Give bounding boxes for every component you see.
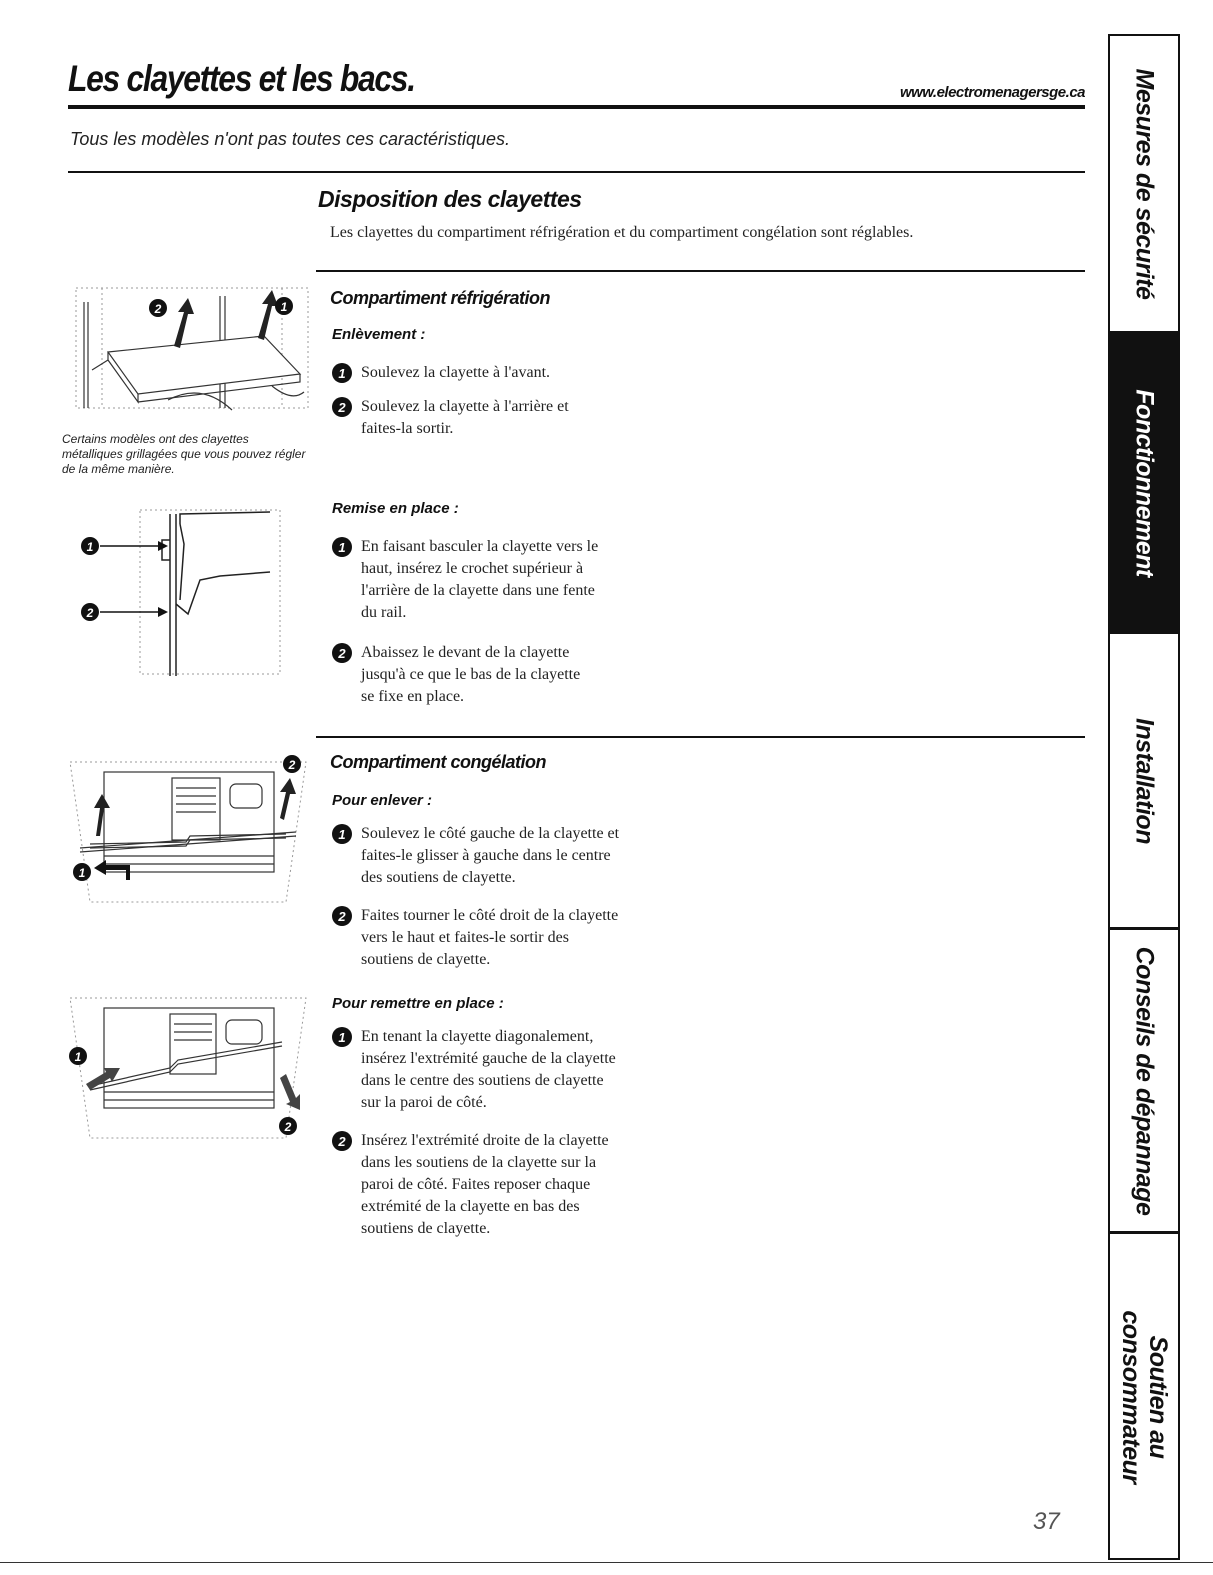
section-tabs-sidebar [1108,34,1180,1560]
freezer-shelf-removal-illustration [60,752,316,912]
step-text: En faisant basculer la clayette vers le haut, insérez le crochet supérieur à l'arrière de la clayette dans une fente du rail. [361,538,599,621]
freezer-remove-title: Pour enlever : [332,792,433,809]
freezer-title: Compartiment congélation [330,752,547,772]
section-divider [68,171,1085,173]
step-text: En tenant la clayette diagonalement, insérez l'extrémité gauche de la clayette dans le centre des soutiens de clayette sur la paroi de côté. [361,1028,616,1111]
fridge-removal-step-1 [332,362,712,384]
fridge-replace-title: Remise en place : [332,500,459,517]
illustration-caption: Certains modèles ont des clayettes métalliques grillagées que vous pouvez régler de la même manière. [62,432,306,476]
step-text: Faites tourner le côté droit de la clayette vers le haut et faites-le sortir des soutiens de clayette. [361,907,619,968]
callout-2: 2 [284,1120,292,1134]
freezer-remove-step-2 [332,905,712,971]
callout-1: 1 [280,300,288,314]
fridge-removal-title: Enlèvement : [332,326,426,343]
tab-label: Fonctionnement [1130,388,1159,577]
tab-label: Soutien au consommateur [1117,1310,1172,1484]
footer-line [0,1562,1213,1563]
page-title: Les clayettes et les bacs. [68,58,415,99]
tab-label: Conseils de dépannage [1130,946,1159,1215]
shelf-rail-hook-illustration [70,504,290,680]
step-number-badge: 2 [332,1131,352,1151]
website-url[interactable]: www.electromenagersge.ca [899,84,1085,101]
tab-conseils-de-depannage[interactable] [1110,930,1178,1234]
freezer-shelf-replace-illustration [60,990,316,1146]
fridge-removal-step-2 [332,396,712,440]
step-text: Insérez l'extrémité droite de la clayette dans les soutiens de la clayette sur la paroi de côté. Faites reposer chaque extrémité de la clayette en bas des soutiens de clayette. [361,1132,609,1237]
tab-soutien-au-consommateur[interactable] [1110,1234,1178,1560]
step-text: Soulevez la clayette à l'arrière et faites-la sortir. [361,398,569,437]
step-text: Abaissez le devant de la clayette jusqu'à ce que le bas de la clayette se fixe en place. [361,644,581,705]
step-number-badge: 2 [332,397,352,417]
fridge-shelf-removal-illustration [72,282,312,414]
fridge-replace-step-1 [332,536,712,624]
freezer-replace-step-2 [332,1130,712,1240]
tab-installation[interactable] [1110,634,1178,930]
freezer-replace-step-1 [332,1026,712,1114]
tab-label: Installation [1130,717,1159,844]
callout-2: 2 [288,758,296,772]
callout-1: 1 [74,1050,82,1064]
section-title: Disposition des clayettes [318,186,582,212]
step-number-badge: 2 [332,906,352,926]
tab-mesures-de-securite[interactable] [1110,36,1178,334]
tab-fonctionnement[interactable] [1110,334,1178,634]
callout-1: 1 [78,866,86,880]
step-number-badge: 1 [332,363,352,383]
fridge-divider [316,270,1085,272]
page-number: 37 [1033,1508,1060,1535]
callout-2: 2 [86,606,94,620]
tab-label: Mesures de sécurité [1130,68,1159,299]
header-rule [68,105,1085,109]
step-number-badge: 2 [332,643,352,663]
freezer-divider [316,736,1085,738]
fridge-replace-step-2 [332,642,712,708]
step-number-badge: 1 [332,537,352,557]
step-number-badge: 1 [332,824,352,844]
freezer-remove-step-1 [332,823,712,889]
step-number-badge: 1 [332,1027,352,1047]
fridge-title: Compartiment réfrigération [330,288,551,308]
page-subtitle: Tous les modèles n'ont pas toutes ces caractéristiques. [70,129,511,149]
callout-2: 2 [154,302,162,316]
section-intro: Les clayettes du compartiment réfrigération et du compartiment congélation sont réglables. [330,224,914,241]
callout-1: 1 [86,540,94,554]
step-text: Soulevez la clayette à l'avant. [361,364,551,381]
step-text: Soulevez le côté gauche de la clayette et faites-le glisser à gauche dans le centre des soutiens de clayette. [361,825,620,886]
freezer-replace-title: Pour remettre en place : [332,995,504,1012]
